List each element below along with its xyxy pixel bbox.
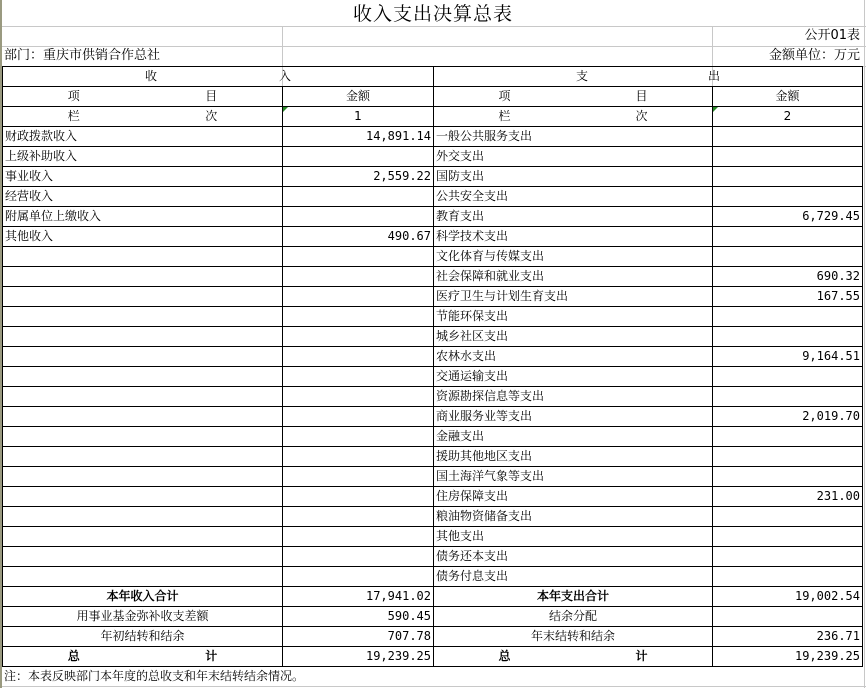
expense-amount-cell[interactable]: 6,729.45 xyxy=(713,207,863,227)
expense-amount-cell[interactable] xyxy=(713,127,863,147)
income-header-char: 收 xyxy=(145,69,158,83)
income-summary-label[interactable]: 年初结转和结余 xyxy=(3,627,283,647)
table-row xyxy=(3,207,863,227)
income-item-cell[interactable] xyxy=(3,287,283,307)
income-item-cell[interactable] xyxy=(3,487,283,507)
income-amount-cell[interactable] xyxy=(283,307,434,327)
expense-amount-cell[interactable] xyxy=(713,247,863,267)
expense-section-header xyxy=(434,67,863,87)
table-row xyxy=(3,147,863,167)
table-row xyxy=(3,187,863,207)
income-item-cell[interactable] xyxy=(3,367,283,387)
income-header-char: 入 xyxy=(278,69,291,83)
table-row xyxy=(3,367,863,387)
income-item-cell[interactable]: 财政拨款收入 xyxy=(3,127,283,147)
income-amount-cell[interactable] xyxy=(283,447,434,467)
income-item-cell[interactable] xyxy=(3,547,283,567)
column-number-row xyxy=(3,107,863,127)
gridline xyxy=(2,26,866,27)
table-row xyxy=(3,347,863,367)
income-amount-cell[interactable] xyxy=(283,287,434,307)
expense-amount-cell[interactable] xyxy=(713,567,863,587)
income-amount-cell[interactable] xyxy=(283,327,434,347)
unit-label: 金额单位：万元 xyxy=(768,48,860,63)
expense-amount-cell[interactable] xyxy=(713,527,863,547)
table-row xyxy=(3,527,863,547)
expense-item-cell[interactable]: 粮油物资储备支出 xyxy=(434,507,713,527)
expense-item-cell[interactable]: 一般公共服务支出 xyxy=(434,127,713,147)
income-amount-cell[interactable] xyxy=(283,487,434,507)
income-item-cell[interactable]: 事业收入 xyxy=(3,167,283,187)
table-row xyxy=(3,227,863,247)
income-amount-cell[interactable] xyxy=(283,407,434,427)
expense-item-cell[interactable]: 外交支出 xyxy=(434,147,713,167)
expense-amount-cell[interactable] xyxy=(713,307,863,327)
income-item-cell[interactable] xyxy=(3,507,283,527)
income-item-cell[interactable] xyxy=(3,467,283,487)
income-item-cell[interactable]: 其他收入 xyxy=(3,227,283,247)
expense-item-cell[interactable]: 债务还本支出 xyxy=(434,547,713,567)
expense-amount-cell[interactable] xyxy=(713,387,863,407)
income-item-cell[interactable] xyxy=(3,327,283,347)
income-item-cell[interactable] xyxy=(3,447,283,467)
income-item-cell[interactable] xyxy=(3,307,283,327)
table-row xyxy=(3,307,863,327)
expense-item-cell[interactable]: 科学技术支出 xyxy=(434,227,713,247)
expense-column-label: 栏 次 xyxy=(434,107,713,127)
income-amount-cell[interactable] xyxy=(283,467,434,487)
gridline xyxy=(864,0,865,688)
income-amount-cell[interactable]: 490.67 xyxy=(283,227,434,247)
expense-item-cell[interactable]: 债务付息支出 xyxy=(434,567,713,587)
table-row xyxy=(3,247,863,267)
summary-row xyxy=(3,587,863,607)
income-amount-cell[interactable] xyxy=(283,187,434,207)
income-amount-cell[interactable] xyxy=(283,567,434,587)
expense-amount-cell[interactable] xyxy=(713,367,863,387)
table-row xyxy=(3,467,863,487)
expense-amount-cell[interactable] xyxy=(713,507,863,527)
income-item-cell[interactable] xyxy=(3,567,283,587)
income-summary-label[interactable]: 用事业基金弥补收支差额 xyxy=(3,607,283,627)
income-item-cell[interactable]: 附属单位上缴收入 xyxy=(3,207,283,227)
expense-item-cell[interactable]: 节能环保支出 xyxy=(434,307,713,327)
expense-item-cell[interactable]: 教育支出 xyxy=(434,207,713,227)
expense-summary-amount[interactable]: 19,239.25 xyxy=(713,647,863,667)
expense-amount-cell[interactable] xyxy=(713,427,863,447)
department-label: 部门：重庆市供销合作总社 xyxy=(4,48,161,63)
income-amount-cell[interactable] xyxy=(283,247,434,267)
income-amount-header: 金额 xyxy=(283,87,434,107)
expense-amount-cell[interactable] xyxy=(713,227,863,247)
table-row xyxy=(3,287,863,307)
income-summary-amount[interactable]: 590.45 xyxy=(283,607,434,627)
summary-row xyxy=(3,647,863,667)
income-amount-cell[interactable] xyxy=(283,427,434,447)
table-row xyxy=(3,507,863,527)
income-item-cell[interactable] xyxy=(3,427,283,447)
footnote: 注：本表反映部门本年度的总收支和年末结转结余情况。 xyxy=(4,669,305,683)
expense-amount-cell[interactable] xyxy=(713,187,863,207)
table-row xyxy=(3,567,863,587)
expense-item-header: 项 目 xyxy=(434,87,713,107)
report-title: 收入支出决算总表 xyxy=(352,3,513,25)
expense-summary-label[interactable]: 总 计 xyxy=(434,647,713,667)
expense-summary-amount[interactable]: 19,002.54 xyxy=(713,587,863,607)
income-item-cell[interactable]: 经营收入 xyxy=(3,187,283,207)
income-amount-cell[interactable] xyxy=(283,387,434,407)
income-amount-cell[interactable] xyxy=(283,207,434,227)
summary-row xyxy=(3,627,863,647)
income-expense-table xyxy=(2,66,863,667)
expense-amount-cell[interactable] xyxy=(713,447,863,467)
gridline xyxy=(2,686,866,687)
expense-header-char: 出 xyxy=(707,69,720,83)
summary-row xyxy=(3,607,863,627)
comment-indicator-icon xyxy=(283,107,288,112)
income-item-cell[interactable] xyxy=(3,527,283,547)
expense-amount-cell[interactable] xyxy=(713,147,863,167)
expense-amount-cell[interactable]: 231.00 xyxy=(713,487,863,507)
income-item-cell[interactable] xyxy=(3,387,283,407)
table-row xyxy=(3,267,863,287)
income-item-cell[interactable] xyxy=(3,247,283,267)
expense-header-char: 支 xyxy=(576,69,589,83)
income-summary-label[interactable]: 总 计 xyxy=(3,647,283,667)
table-row xyxy=(3,447,863,467)
expense-item-cell[interactable]: 医疗卫生与计划生育支出 xyxy=(434,287,713,307)
expense-item-cell[interactable]: 文化体育与传媒支出 xyxy=(434,247,713,267)
income-summary-amount[interactable]: 707.78 xyxy=(283,627,434,647)
income-amount-cell[interactable]: 14,891.14 xyxy=(283,127,434,147)
expense-summary-amount[interactable] xyxy=(713,607,863,627)
income-item-cell[interactable] xyxy=(3,347,283,367)
income-section-header xyxy=(3,67,434,87)
expense-item-cell[interactable]: 国防支出 xyxy=(434,167,713,187)
income-column-number[interactable]: 1 xyxy=(283,107,434,127)
expense-amount-cell[interactable]: 167.55 xyxy=(713,287,863,307)
expense-item-cell[interactable]: 住房保障支出 xyxy=(434,487,713,507)
income-item-cell[interactable] xyxy=(3,407,283,427)
income-amount-cell[interactable] xyxy=(283,507,434,527)
expense-amount-cell[interactable] xyxy=(713,167,863,187)
expense-item-cell[interactable]: 援助其他地区支出 xyxy=(434,447,713,467)
expense-amount-cell[interactable] xyxy=(713,327,863,347)
expense-item-cell[interactable]: 商业服务业等支出 xyxy=(434,407,713,427)
income-summary-label[interactable]: 本年收入合计 xyxy=(3,587,283,607)
expense-amount-cell[interactable]: 690.32 xyxy=(713,267,863,287)
expense-item-cell[interactable]: 国土海洋气象等支出 xyxy=(434,467,713,487)
table-row xyxy=(3,127,863,147)
income-item-cell[interactable] xyxy=(3,267,283,287)
income-amount-cell[interactable] xyxy=(283,347,434,367)
table-row xyxy=(3,327,863,347)
expense-summary-label[interactable]: 本年支出合计 xyxy=(434,587,713,607)
expense-amount-cell[interactable] xyxy=(713,547,863,567)
column-header-row xyxy=(3,87,863,107)
expense-column-number[interactable]: 2 xyxy=(713,107,863,127)
expense-amount-header: 金额 xyxy=(713,87,863,107)
table-row xyxy=(3,407,863,427)
expense-summary-amount[interactable]: 236.71 xyxy=(713,627,863,647)
expense-item-cell[interactable]: 城乡社区支出 xyxy=(434,327,713,347)
income-amount-cell[interactable] xyxy=(283,527,434,547)
expense-item-cell[interactable]: 社会保障和就业支出 xyxy=(434,267,713,287)
section-header-row xyxy=(3,67,863,87)
income-item-cell[interactable]: 上级补助收入 xyxy=(3,147,283,167)
table-row xyxy=(3,387,863,407)
expense-amount-cell[interactable] xyxy=(713,467,863,487)
income-amount-cell[interactable] xyxy=(283,267,434,287)
income-amount-cell[interactable]: 2,559.22 xyxy=(283,167,434,187)
expense-item-cell[interactable]: 资源勘探信息等支出 xyxy=(434,387,713,407)
income-amount-cell[interactable] xyxy=(283,547,434,567)
income-column-label: 栏 次 xyxy=(3,107,283,127)
table-row xyxy=(3,427,863,447)
expense-summary-label[interactable]: 结余分配 xyxy=(434,607,713,627)
table-row xyxy=(3,167,863,187)
income-amount-cell[interactable] xyxy=(283,147,434,167)
income-summary-amount[interactable]: 17,941.02 xyxy=(283,587,434,607)
expense-summary-label[interactable]: 年末结转和结余 xyxy=(434,627,713,647)
expense-amount-cell[interactable]: 9,164.51 xyxy=(713,347,863,367)
comment-indicator-icon xyxy=(713,107,718,112)
expense-item-cell[interactable]: 金融支出 xyxy=(434,427,713,447)
expense-item-cell[interactable]: 其他支出 xyxy=(434,527,713,547)
form-code: 公开01表 xyxy=(804,28,860,43)
income-amount-cell[interactable] xyxy=(283,367,434,387)
expense-item-cell[interactable]: 交通运输支出 xyxy=(434,367,713,387)
expense-item-cell[interactable]: 公共安全支出 xyxy=(434,187,713,207)
income-item-header: 项 目 xyxy=(3,87,283,107)
income-summary-amount[interactable]: 19,239.25 xyxy=(283,647,434,667)
expense-amount-cell[interactable]: 2,019.70 xyxy=(713,407,863,427)
table-row xyxy=(3,547,863,567)
expense-item-cell[interactable]: 农林水支出 xyxy=(434,347,713,367)
table-row xyxy=(3,487,863,507)
